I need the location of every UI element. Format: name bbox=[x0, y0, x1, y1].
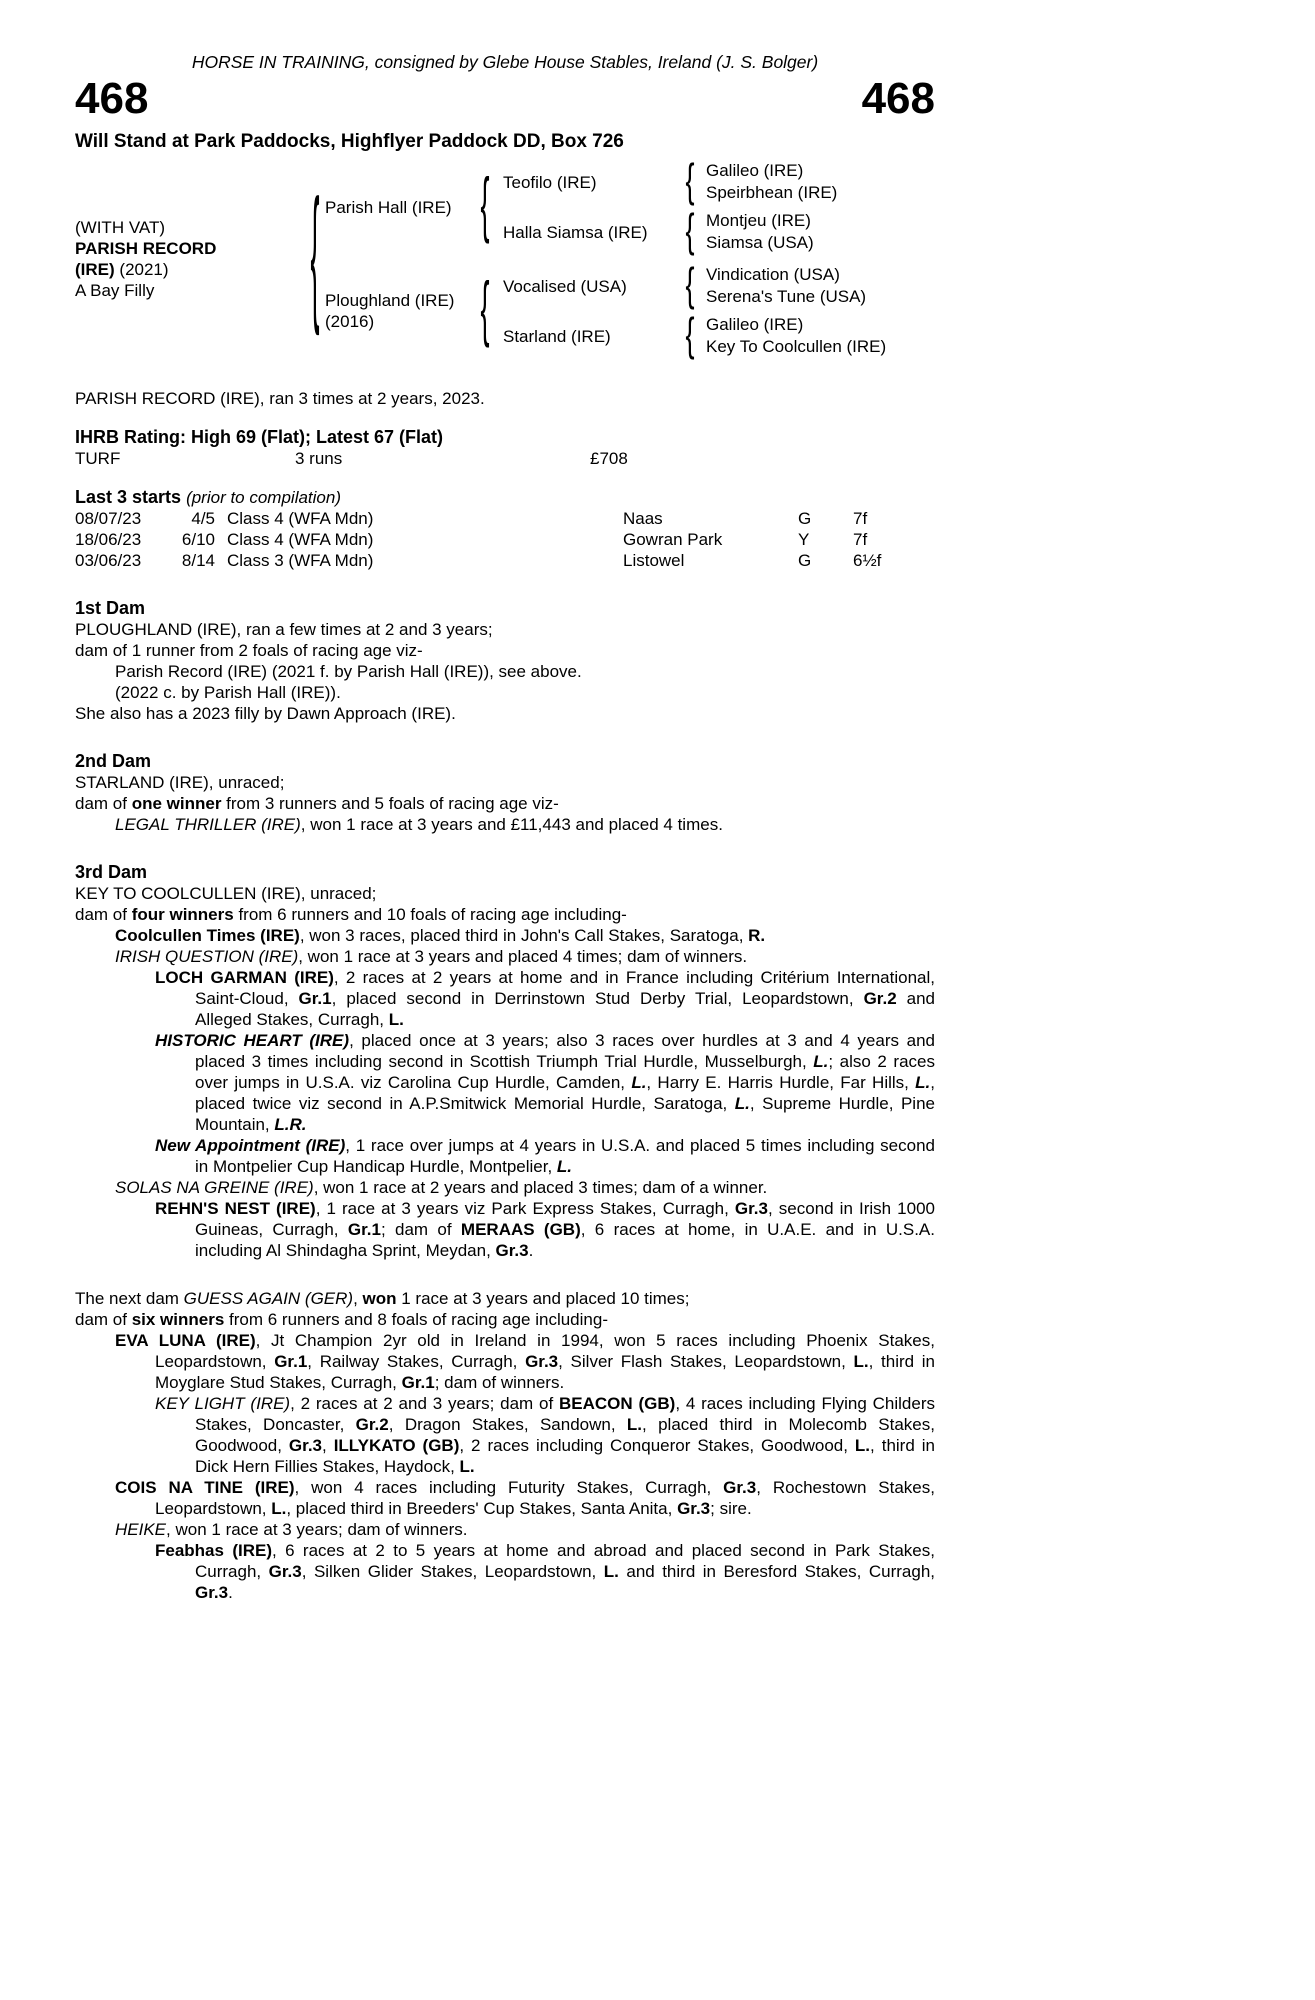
catalogue-paragraph: COIS NA TINE (IRE), won 4 races including Futurity Stakes, Curragh, Gr.3, Rochestown Stakes, Leopardstown, L., placed third in Breeders' Cup Stakes, Santa Anita, Gr.3; sire. bbox=[115, 1478, 935, 1518]
start-pos: 8/14 bbox=[181, 551, 215, 570]
race-start-row bbox=[75, 529, 935, 550]
pedigree-table bbox=[75, 155, 935, 361]
start-date: 03/06/23 bbox=[75, 551, 142, 570]
section-heading: 1st Dam bbox=[75, 598, 146, 618]
stand-line: Will Stand at Park Paddocks, Highflyer Paddock DD, Box 726 bbox=[75, 131, 624, 152]
start-going: G bbox=[798, 551, 812, 570]
start-going: G bbox=[798, 509, 812, 528]
catalogue-section bbox=[75, 751, 935, 835]
surface-row bbox=[75, 448, 935, 469]
catalogue-sections bbox=[75, 598, 935, 1603]
catalogue-paragraph: REHN'S NEST (IRE), 1 race at 3 years viz Park Express Stakes, Curragh, Gr.3, second in Irish 1000 Guineas, Curragh, Gr.1; dam of MERAAS (GB), 6 races at home, in U.A.E. and in U.S.A. including Al Shindagha Sprint, Meydan, Gr.3. bbox=[155, 1199, 935, 1260]
start-going: Y bbox=[798, 530, 810, 549]
gen3-pair: Galileo (IRE) Speirbhean (IRE) bbox=[706, 161, 838, 202]
subject-name: PARISH RECORD bbox=[75, 239, 217, 258]
catalogue-paragraph: IRISH QUESTION (IRE), won 1 race at 3 years and placed 4 times; dam of winners. bbox=[115, 947, 748, 966]
start-dist: 7f bbox=[853, 530, 868, 549]
gen3-pair: Galileo (IRE) Key To Coolcullen (IRE) bbox=[706, 315, 887, 356]
section-heading: 3rd Dam bbox=[75, 862, 148, 882]
lot-row bbox=[75, 74, 935, 123]
start-date: 18/06/23 bbox=[75, 530, 142, 549]
catalogue-paragraph: STARLAND (IRE), unraced; bbox=[75, 773, 285, 792]
start-venue: Gowran Park bbox=[623, 530, 723, 549]
pedigree-brace-icon: { bbox=[685, 155, 695, 207]
race-start-row bbox=[75, 550, 935, 571]
catalogue-paragraph: KEY TO COOLCULLEN (IRE), unraced; bbox=[75, 884, 377, 903]
sire-name: Parish Hall (IRE) bbox=[325, 197, 452, 217]
pedigree-dam-half bbox=[325, 259, 935, 361]
catalogue-paragraph: SOLAS NA GREINE (IRE), won 1 race at 2 years and placed 3 times; dam of a winner. bbox=[115, 1178, 768, 1197]
start-race: Class 3 (WFA Mdn) bbox=[227, 551, 374, 570]
gen2-name: Vocalised (USA) bbox=[503, 276, 627, 296]
catalogue-paragraph: HISTORIC HEART (IRE), placed once at 3 years; also 3 races over hurdles at 3 and 4 years and placed 3 times including second in Scottish Triumph Trial Hurdle, Musselburgh, L.; also 2 races over jumps in U.S.A. viz Carolina Cup Hurdle, Camden, L., Harry E. Harris Hurdle, Far Hills, L., placed twice viz second in A.P.Smitwick Memorial Hurdle, Saratoga, L., Supreme Hurdle, Pine Mountain, L.R. bbox=[155, 1031, 935, 1134]
last-starts-table bbox=[75, 508, 935, 571]
lot-number-right: 468 bbox=[861, 74, 935, 123]
gen2-name: Halla Siamsa (IRE) bbox=[503, 222, 648, 242]
catalogue-paragraph: She also has a 2023 filly by Dawn Approach (IRE). bbox=[75, 704, 456, 723]
surface-earnings: £708 bbox=[590, 449, 628, 468]
start-race: Class 4 (WFA Mdn) bbox=[227, 530, 374, 549]
catalogue-paragraph: Parish Record (IRE) (2021 f. by Parish Hall (IRE)), see above. bbox=[115, 662, 582, 681]
gen2-name: Teofilo (IRE) bbox=[503, 172, 597, 192]
consignor-line: HORSE IN TRAINING, consigned by Glebe House Stables, Ireland (J. S. Bolger) bbox=[191, 52, 819, 72]
race-start-row bbox=[75, 508, 935, 529]
start-date: 08/07/23 bbox=[75, 509, 142, 528]
last-starts-heading: Last 3 starts (prior to compilation) bbox=[75, 487, 342, 507]
ihrb-rating: IHRB Rating: High 69 (Flat); Latest 67 (Flat) bbox=[75, 427, 444, 447]
with-vat-label: (WITH VAT) bbox=[75, 218, 166, 237]
subject-suffix-year: (IRE) (2021) bbox=[75, 260, 169, 279]
catalogue-paragraph: dam of four winners from 6 runners and 10 foals of racing age including- bbox=[75, 905, 627, 924]
pedigree-brace-icon: { bbox=[685, 205, 695, 257]
catalogue-paragraph: New Appointment (IRE), 1 race over jumps at 4 years in U.S.A. and placed 5 times including second in Montpelier Cup Handicap Hurdle, Montpelier, L. bbox=[155, 1136, 935, 1176]
catalogue-paragraph: LEGAL THRILLER (IRE), won 1 race at 3 years and £11,443 and placed 4 times. bbox=[115, 815, 723, 834]
catalogue-paragraph: Feabhas (IRE), 6 races at 2 to 5 years at home and abroad and placed second in Park Stakes, Curragh, Gr.3, Silken Glider Stakes, Leopardstown, L. and third in Beresford Stakes, Curragh, Gr.3. bbox=[155, 1541, 936, 1602]
catalogue-paragraph: KEY LIGHT (IRE), 2 races at 2 and 3 years; dam of BEACON (GB), 4 races including Flying Childers Stakes, Doncaster, Gr.2, Dragon Stakes, Sandown, L., placed third in Molecomb Stakes, Goodwood, Gr.3, ILLYKATO (GB), 2 races including Conqueror Stakes, Goodwood, L., third in Dick Hern Fillies Stakes, Haydock, L. bbox=[155, 1394, 935, 1476]
dam-name: Ploughland (IRE) (2016) bbox=[325, 291, 455, 331]
gen3-pair: Montjeu (IRE) Siamsa (USA) bbox=[706, 211, 814, 252]
catalogue-section bbox=[75, 862, 935, 1261]
gen2-name: Starland (IRE) bbox=[503, 326, 611, 346]
catalogue-paragraph: HEIKE, won 1 race at 3 years; dam of winners. bbox=[115, 1520, 468, 1539]
catalogue-paragraph: PLOUGHLAND (IRE), ran a few times at 2 and 3 years; bbox=[75, 620, 493, 639]
catalogue-paragraph: dam of six winners from 6 runners and 8 foals of racing age including- bbox=[75, 1310, 608, 1329]
start-pos: 4/5 bbox=[191, 509, 215, 528]
pedigree-brace-icon: { bbox=[685, 259, 695, 311]
start-dist: 7f bbox=[853, 509, 868, 528]
catalogue-paragraph: (2022 c. by Parish Hall (IRE)). bbox=[115, 683, 341, 702]
start-venue: Listowel bbox=[623, 551, 685, 570]
catalogue-paragraph: LOCH GARMAN (IRE), 2 races at 2 years at home and in France including Critérium International, Saint-Cloud, Gr.1, placed second in Derrinstown Stud Derby Trial, Leopardstown, Gr.2 and Alleged Stakes, Curragh, L. bbox=[155, 968, 936, 1029]
catalogue-section bbox=[75, 1288, 935, 1603]
pedigree-sire-half bbox=[325, 155, 935, 257]
catalogue-section bbox=[75, 598, 935, 724]
race-summary: PARISH RECORD (IRE), ran 3 times at 2 years, 2023. bbox=[75, 389, 485, 408]
catalogue-paragraph: dam of one winner from 3 runners and 5 foals of racing age viz- bbox=[75, 794, 559, 813]
pedigree-brace-icon: { bbox=[685, 309, 695, 361]
start-pos: 6/10 bbox=[181, 530, 215, 549]
section-heading: 2nd Dam bbox=[75, 751, 152, 771]
gen3-pair: Vindication (USA) Serena's Tune (USA) bbox=[706, 265, 867, 306]
surface-runs: 3 runs bbox=[295, 449, 343, 468]
catalogue-paragraph: Coolcullen Times (IRE), won 3 races, placed third in John's Call Stakes, Saratoga, R. bbox=[115, 926, 766, 945]
surface-label: TURF bbox=[75, 449, 121, 468]
catalogue-paragraph: dam of 1 runner from 2 foals of racing age viz- bbox=[75, 641, 423, 660]
subject-description: A Bay Filly bbox=[75, 281, 155, 300]
lot-number-left: 468 bbox=[75, 74, 149, 123]
pedigree-brace-icon: { bbox=[310, 174, 320, 339]
pedigree-brace-icon: { bbox=[480, 270, 490, 350]
catalogue-paragraph: The next dam GUESS AGAIN (GER), won 1 race at 3 years and placed 10 times; bbox=[75, 1289, 690, 1308]
pedigree-brace-icon: { bbox=[480, 166, 490, 246]
start-race: Class 4 (WFA Mdn) bbox=[227, 509, 374, 528]
start-venue: Naas bbox=[623, 509, 663, 528]
pedigree-subject bbox=[75, 217, 305, 301]
start-dist: 6½f bbox=[853, 551, 882, 570]
catalogue-paragraph: EVA LUNA (IRE), Jt Champion 2yr old in Ireland in 1994, won 5 races including Phoenix Stakes, Leopardstown, Gr.1, Railway Stakes, Curragh, Gr.3, Silver Flash Stakes, Leopardstown, L., third in Moyglare Stud Stakes, Curragh, Gr.1; dam of winners. bbox=[115, 1331, 936, 1392]
